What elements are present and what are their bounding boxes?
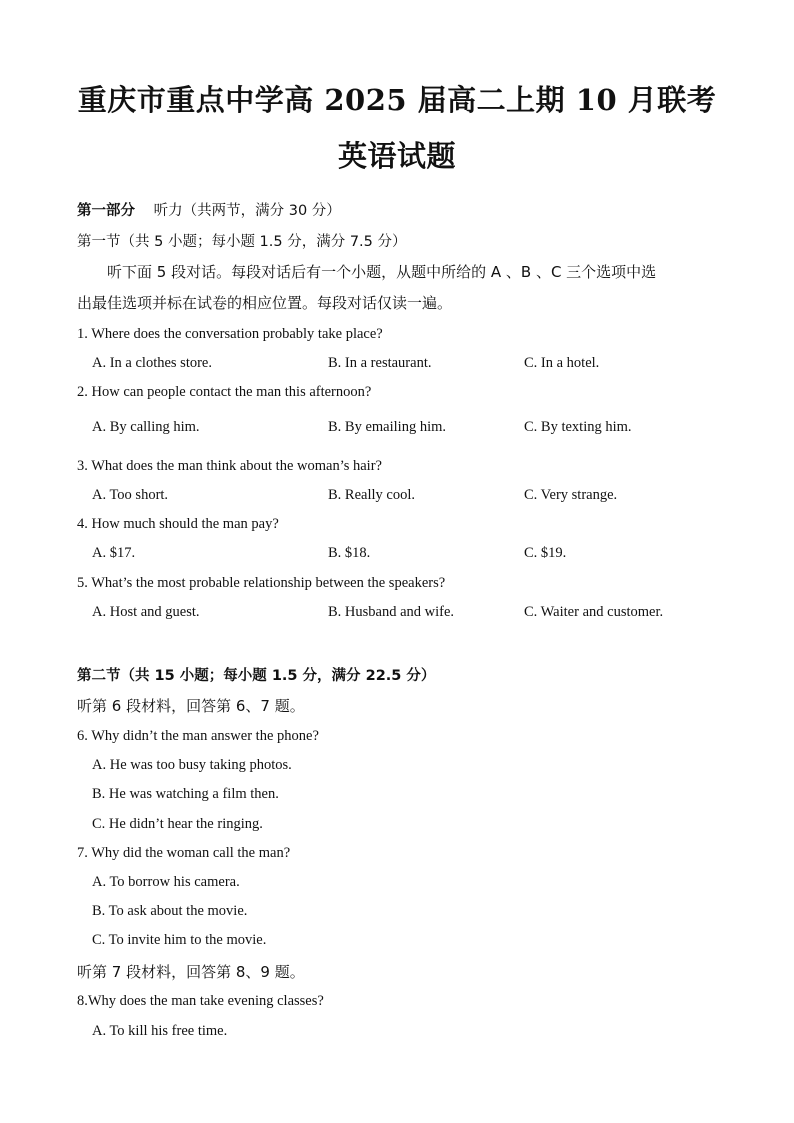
question-7-option-c: C. To invite him to the movie. [92, 932, 267, 948]
question-3-option-a: A. Too short. [92, 487, 169, 503]
question-7-option-a: A. To borrow his camera. [92, 874, 240, 890]
material-6-instruction: 听第 6 段材料，回答第 6、7 题。 [77, 697, 305, 715]
part-one-label: 第一部分 [77, 203, 135, 219]
question-3-option-c: C. Very strange. [524, 487, 618, 503]
question-2-option-a: A. By calling him. [92, 419, 200, 435]
section-one-instructions-line1: 听下面 5 段对话。每段对话后有一个小题，从题中所给的 A 、B 、C 三个选项中选 [107, 263, 657, 281]
section-one-instructions-line2: 出最佳选项并标在试卷的相应位置。每段对话仅读一遍。 [77, 294, 453, 312]
question-3-stem: 3. What does the man think about the woman’s hair? [77, 458, 382, 474]
question-6-stem: 6. Why didn’t the man answer the phone? [77, 728, 319, 744]
question-8-option-a: A. To kill his free time. [92, 1023, 228, 1039]
question-2-option-b: B. By emailing him. [328, 419, 447, 435]
page-subtitle: 英语试题 [337, 139, 456, 173]
question-1-stem: 1. Where does the conversation probably take place? [77, 326, 383, 342]
material-7-instruction: 听第 7 段材料，回答第 8、9 题。 [77, 963, 305, 981]
part-one-desc: 听力（共两节，满分 30 分） [153, 203, 341, 219]
section-two-header: 第二节（共 15 小题；每小题 1.5 分，满分 22.5 分） [77, 668, 436, 684]
question-6-option-c: C. He didn’t hear the ringing. [92, 816, 263, 832]
question-5-option-b: B. Husband and wife. [328, 604, 455, 620]
section-one-header: 第一节（共 5 小题；每小题 1.5 分，满分 7.5 分） [77, 234, 407, 250]
question-7-stem: 7. Why did the woman call the man? [77, 845, 291, 861]
question-2-option-c: C. By texting him. [524, 419, 632, 435]
question-1-option-a: A. In a clothes store. [92, 355, 212, 371]
page-title: 重庆市重点中学高 2025 届高二上期 10 月联考 [77, 83, 717, 117]
question-2-stem: 2. How can people contact the man this afternoon? [77, 384, 372, 400]
question-7-option-b: B. To ask about the movie. [92, 903, 248, 919]
question-4-option-b: B. $18. [328, 545, 371, 561]
question-6-option-b: B. He was watching a film then. [92, 786, 279, 802]
part-one-header [77, 199, 341, 220]
question-1-option-b: B. In a restaurant. [328, 355, 432, 371]
question-6-option-a: A. He was too busy taking photos. [92, 757, 292, 773]
question-4-stem: 4. How much should the man pay? [77, 516, 279, 532]
question-5-option-a: A. Host and guest. [92, 604, 200, 620]
question-5-option-c: C. Waiter and customer. [524, 604, 664, 620]
question-8-stem: 8.Why does the man take evening classes? [77, 993, 324, 1009]
question-5-stem: 5. What’s the most probable relationship between the speakers? [77, 575, 446, 591]
question-3-option-b: B. Really cool. [328, 487, 415, 503]
question-1-option-c: C. In a hotel. [524, 355, 600, 371]
question-4-option-c: C. $19. [524, 545, 567, 561]
question-4-option-a: A. $17. [92, 545, 136, 561]
